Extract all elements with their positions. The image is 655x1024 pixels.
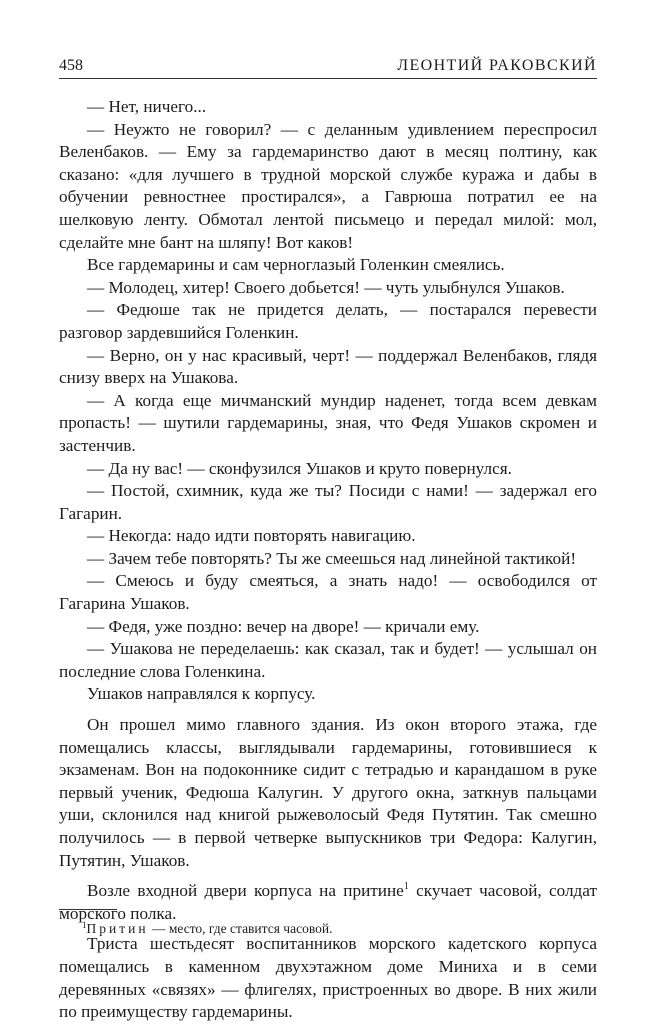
paragraph: — Зачем тебе повторять? Ты же смеешься над линейной тактикой! — [87, 548, 577, 568]
footnote — [82, 920, 597, 938]
paragraph-sentry — [59, 880, 597, 925]
running-title: ЛЕОНТИЙ РАКОВСКИЙ — [397, 57, 597, 74]
body-text — [59, 96, 597, 1024]
paragraph: — Нет, ничего... — [87, 97, 207, 116]
footnote-mark: 1 — [82, 920, 87, 930]
sentry-text-before: Возле входной двери корпуса на притине — [87, 881, 404, 901]
paragraph: — Верно, он у нас красивый, черт! — поддержал Веленбаков, глядя снизу вверх на Ушакова. — [59, 345, 597, 388]
paragraph: Ушаков направлялся к корпусу. — [87, 684, 316, 704]
footnote-divider — [59, 909, 117, 910]
footnote-definition: — место, где ставится часовой. — [148, 921, 333, 936]
paragraph: — Федя, уже поздно: вечер на дворе! — кричали ему. — [87, 616, 480, 636]
page-number: 458 — [59, 57, 83, 74]
paragraph-building: Он прошел мимо главного здания. Из окон второго этажа, где помещались классы, выглядывали гардемарины, готовившиеся к экзаменам. Вон на подоконнике сидит с тетрадью и карандашом в руке первый ученик, Федюша Калугин. У другого окна, заткнув пальцами уши, склонился над книгой рыжеволосый Федя Путятин. Так смешно получилось — в первой четверке выпускников три Федора: Калугин, Путятин, Ушаков. — [59, 715, 597, 870]
paragraph: — Ушакова не переделаешь: как сказал, так и будет! — услышал он последние слова Голенкина. — [59, 639, 597, 681]
paragraph: — Смеюсь и буду смеяться, а знать надо! — освободился от Гагарина Ушаков. — [59, 571, 597, 614]
paragraph: — А когда еще мичманский мундир наденет, тогда всем девкам пропасть! — шутили гардемарины, зная, что Федя Ушаков скромен и застенчив. — [59, 390, 597, 455]
paragraph: Все гардемарины и сам черноглазый Голенкин смеялись. — [87, 255, 505, 275]
page-header — [59, 56, 597, 79]
footnote-term: Притин — [86, 921, 149, 936]
paragraph-cadets: Триста шестьдесят воспитанников морского кадетского корпуса помещались в каменном двухэтажном доме Миниха и в семи деревянных «связях» — флигелях, пристроенных во дворе. В них жили по преимуществу гардемарины. — [59, 934, 597, 1022]
sentry-text-after: скучает часовой, солдат морского полка. — [59, 881, 597, 923]
paragraph: — Некогда: надо идти повторять навигацию. — [87, 526, 416, 546]
paragraph: — Неужто не говорил? — с деланным удивлением переспросил Веленбаков. — Ему за гардемаринство дают в месяц полтину, как сказано: «для лучшего в трудной морской службе куража и дабы в обучении ревностнее простирался», а Гаврюша потратил ее на шелковую ленту. Обмотал лентой письмецо и передал милой: мол, сделайте мне бант на шляпу! Вот каков! — [59, 119, 597, 252]
footnote-reference[interactable]: 1 — [403, 881, 409, 893]
paragraph: — Молодец, хитер! Своего добьется! — чуть улыбнулся Ушаков. — [87, 277, 565, 297]
paragraph: — Федюше так не придется делать, — постарался перевести разговор зардевшийся Голенкин. — [59, 300, 597, 342]
paragraph: — Постой, схимник, куда же ты? Посиди с нами! — задержал его Гагарин. — [59, 481, 597, 523]
paragraph: — Да ну вас! — сконфузился Ушаков и круто повернулся. — [87, 458, 512, 478]
